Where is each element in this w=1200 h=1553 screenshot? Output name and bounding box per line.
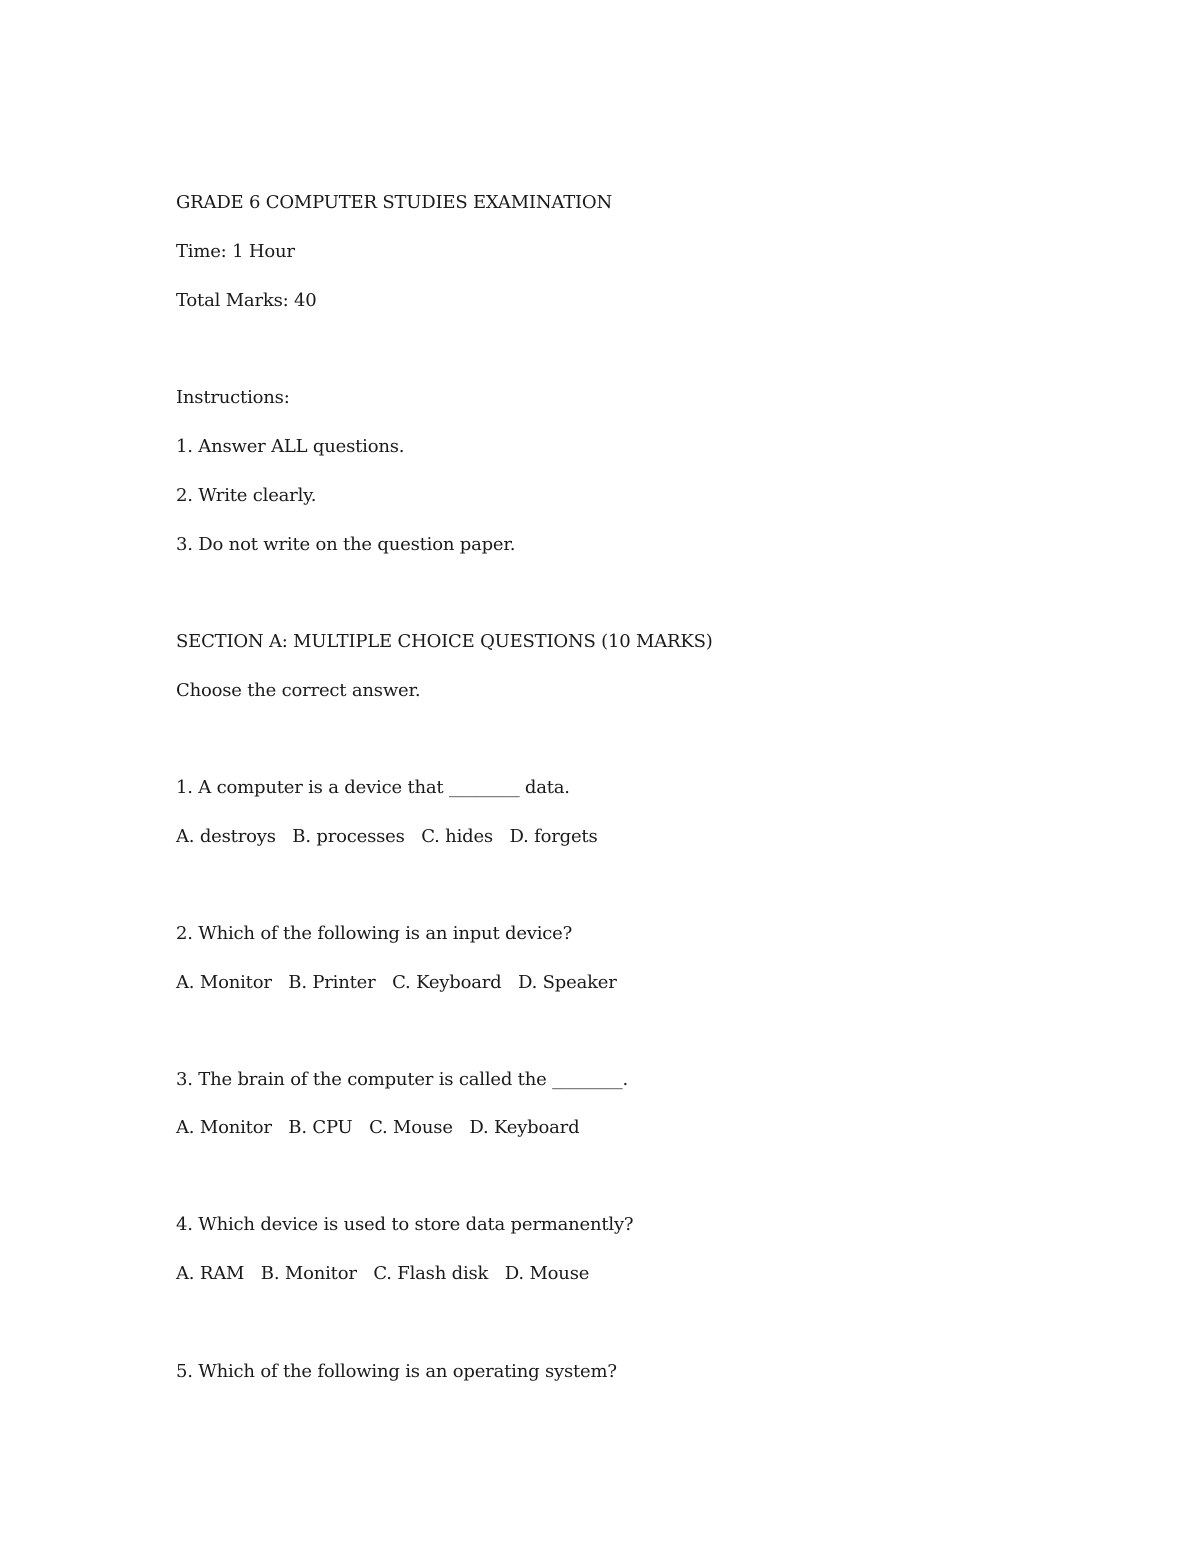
instructions-heading: Instructions: <box>176 387 290 408</box>
question-options: A. Monitor B. CPU C. Mouse D. Keyboard <box>176 1117 580 1138</box>
instruction-item: 1. Answer ALL questions. <box>176 436 405 457</box>
question-text: 5. Which of the following is an operating system? <box>176 1361 617 1382</box>
section-a-direction: Choose the correct answer. <box>176 680 421 701</box>
instruction-item: 2. Write clearly. <box>176 485 317 506</box>
section-a-heading: SECTION A: MULTIPLE CHOICE QUESTIONS (10 MARKS) <box>176 631 713 652</box>
question-text: 3. The brain of the computer is called the ________. <box>176 1069 628 1090</box>
exam-time: Time: 1 Hour <box>176 241 295 262</box>
question-text: 1. A computer is a device that ________ data. <box>176 777 570 798</box>
question-options: A. destroys B. processes C. hides D. forgets <box>176 826 598 847</box>
instruction-item: 3. Do not write on the question paper. <box>176 534 516 555</box>
exam-title: GRADE 6 COMPUTER STUDIES EXAMINATION <box>176 192 613 213</box>
question-text: 2. Which of the following is an input device? <box>176 923 573 944</box>
question-text: 4. Which device is used to store data permanently? <box>176 1214 634 1235</box>
question-options: A. RAM B. Monitor C. Flash disk D. Mouse <box>176 1263 590 1284</box>
question-options: A. Monitor B. Printer C. Keyboard D. Speaker <box>176 972 617 993</box>
exam-total-marks: Total Marks: 40 <box>176 290 317 311</box>
